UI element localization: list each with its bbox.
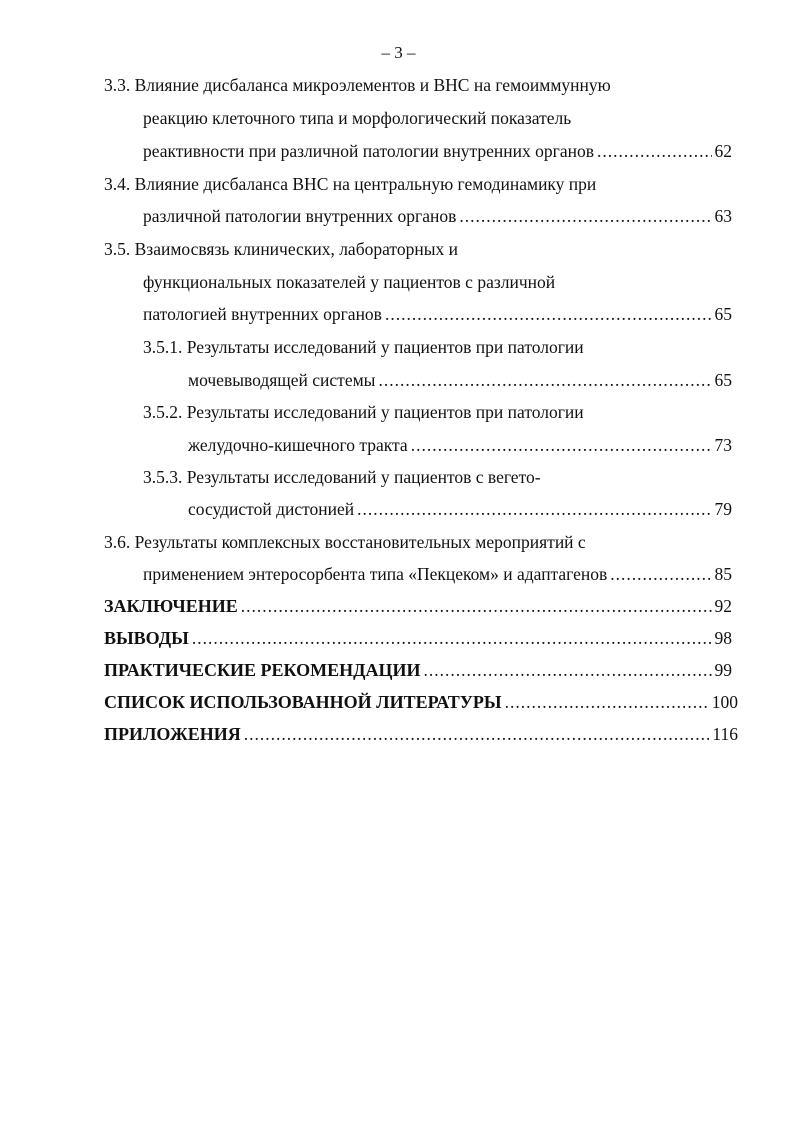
toc-3-3-title-end: реактивности при различной патологии внутренних органов xyxy=(143,141,594,161)
dot-leader xyxy=(424,658,712,682)
toc-conclusion xyxy=(104,594,732,618)
toc-3-3-line-2: реакцию клеточного типа и морфологический показатель xyxy=(143,108,572,128)
dot-leader xyxy=(385,302,712,326)
dot-leader xyxy=(378,368,711,392)
dot-leader xyxy=(459,204,711,228)
toc-3-3-page: 62 xyxy=(714,141,732,161)
toc-recommendations-page: 99 xyxy=(714,660,732,680)
toc-3-4-title-end: различной патологии внутренних органов xyxy=(143,206,457,226)
toc-3-3-line-3 xyxy=(143,139,732,163)
toc-3-5-1-line-1: 3.5.1. Результаты исследований у пациентов при патологии xyxy=(143,337,584,357)
dot-leader xyxy=(411,433,712,457)
dot-leader xyxy=(357,497,711,521)
toc-3-5-2-title-end: желудочно-кишечного тракта xyxy=(188,435,408,455)
toc-3-3-line-1: 3.3. Влияние дисбаланса микроэлементов и ВНС на гемоиммунную xyxy=(104,75,611,95)
toc-appendices-page: 116 xyxy=(712,724,738,744)
toc-3-4-line-2 xyxy=(143,204,732,228)
toc-conclusion-label: ЗАКЛЮЧЕНИЕ xyxy=(104,596,238,616)
toc-3-6-line-2 xyxy=(143,562,732,586)
toc-conclusion-page: 92 xyxy=(714,596,732,616)
toc-findings-page: 98 xyxy=(714,628,732,648)
toc-3-5-2-page: 73 xyxy=(714,435,732,455)
toc-3-5-page: 65 xyxy=(714,304,732,324)
toc-references-page: 100 xyxy=(711,692,738,712)
toc-3-6-title-end: применением энтеросорбента типа «Пекцеком» и адаптагенов xyxy=(143,564,608,584)
toc-3-5-3-line-2 xyxy=(188,497,732,521)
toc-3-5-3-page: 79 xyxy=(714,499,732,519)
dot-leader xyxy=(610,562,711,586)
toc-3-5-3-line-1: 3.5.3. Результаты исследований у пациентов с вегето- xyxy=(143,467,541,487)
toc-3-5-title-end: патологией внутренних органов xyxy=(143,304,382,324)
dot-leader xyxy=(597,139,712,163)
toc-3-5-3-title-end: сосудистой дистонией xyxy=(188,499,355,519)
dot-leader xyxy=(241,594,712,618)
dot-leader xyxy=(192,626,712,650)
toc-appendices-label: ПРИЛОЖЕНИЯ xyxy=(104,724,241,744)
toc-3-5-line-3 xyxy=(143,302,732,326)
dot-leader xyxy=(244,722,710,746)
toc-3-5-line-2: функциональных показателей у пациентов с различной xyxy=(143,272,556,292)
toc-findings xyxy=(104,626,732,650)
dot-leader xyxy=(505,690,709,714)
toc-3-5-2-line-1: 3.5.2. Результаты исследований у пациентов при патологии xyxy=(143,402,584,422)
toc-3-5-1-title-end: мочевыводящей системы xyxy=(188,370,376,390)
toc-3-5-2-line-2 xyxy=(188,433,732,457)
toc-3-6-line-1: 3.6. Результаты комплексных восстановительных мероприятий с xyxy=(104,532,586,552)
toc-appendices xyxy=(104,722,738,746)
toc-3-5-line-1: 3.5. Взаимосвязь клинических, лабораторных и xyxy=(104,239,458,259)
toc-recommendations xyxy=(104,658,732,682)
toc-3-4-page: 63 xyxy=(714,206,732,226)
toc-3-5-1-page: 65 xyxy=(714,370,732,390)
toc-references xyxy=(104,690,738,714)
toc-findings-label: ВЫВОДЫ xyxy=(104,628,189,648)
toc-3-5-1-line-2 xyxy=(188,368,732,392)
toc-recommendations-label: ПРАКТИЧЕСКИЕ РЕКОМЕНДАЦИИ xyxy=(104,660,421,680)
toc-references-label: СПИСОК ИСПОЛЬЗОВАННОЙ ЛИТЕРАТУРЫ xyxy=(104,692,502,712)
page-number: – 3 – xyxy=(381,43,416,62)
toc-3-6-page: 85 xyxy=(714,564,732,584)
toc-3-4-line-1: 3.4. Влияние дисбаланса ВНС на центральную гемодинамику при xyxy=(104,174,597,194)
